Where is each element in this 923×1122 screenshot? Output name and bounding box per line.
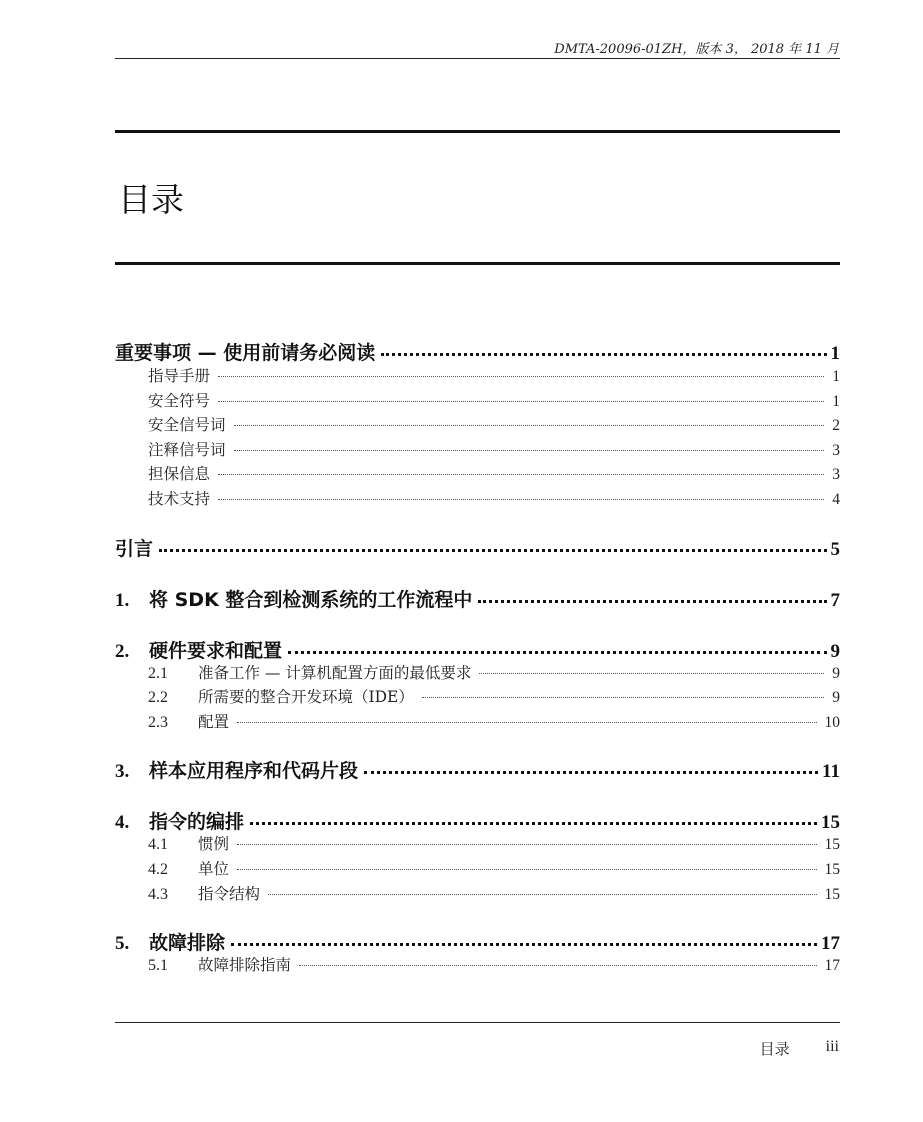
toc-page-number: 15	[824, 836, 840, 854]
toc-section-number: 4.	[115, 812, 130, 834]
toc-page-number: 11	[822, 761, 840, 783]
toc-item-title: 准备工作 — 计算机配置方面的最低要求	[198, 663, 472, 682]
toc-item-number: 5.1	[148, 957, 168, 975]
toc-page-number: 17	[821, 933, 840, 955]
toc-item-title: 指令结构	[198, 884, 261, 903]
header-rule	[115, 58, 840, 59]
toc-item[interactable]	[115, 487, 840, 512]
dot-leader	[234, 425, 825, 426]
dot-leader	[218, 401, 824, 402]
dot-leader	[288, 651, 826, 654]
dot-leader	[218, 376, 824, 377]
dot-leader	[234, 450, 825, 451]
toc-page-number: 3	[832, 441, 840, 459]
toc-item[interactable]	[115, 710, 840, 735]
dot-leader	[237, 722, 816, 723]
dot-leader	[218, 499, 824, 500]
toc-item-number: 2.3	[148, 713, 168, 731]
toc-section-number: 5.	[115, 933, 130, 955]
toc-item[interactable]	[115, 882, 840, 907]
toc-section-5[interactable]	[115, 928, 840, 953]
dot-leader	[218, 474, 824, 475]
toc-item[interactable]	[115, 364, 840, 389]
title-top-rule	[115, 130, 840, 133]
toc-item-title: 单位	[198, 859, 230, 878]
toc-item[interactable]	[115, 413, 840, 438]
toc-section-title: 引言	[115, 537, 154, 560]
toc-page-number: 9	[832, 664, 840, 682]
dot-leader	[237, 869, 816, 870]
dot-leader	[250, 822, 817, 825]
toc-item[interactable]	[115, 438, 840, 463]
toc-item-number: 4.2	[148, 860, 168, 878]
toc-item-title: 配置	[198, 712, 230, 731]
toc-item[interactable]	[115, 953, 840, 978]
dot-leader	[268, 894, 816, 895]
toc-item-title: 担保信息	[148, 465, 211, 484]
toc-item-number: 4.1	[148, 836, 168, 854]
toc-item[interactable]	[115, 661, 840, 686]
toc-section-2[interactable]	[115, 636, 840, 661]
toc-section-title: 重要事项 — 使用前请务必阅读	[115, 342, 376, 364]
footer-label: 目录	[759, 1040, 790, 1058]
toc-item[interactable]	[115, 832, 840, 857]
toc-section-title: 将 SDK 整合到检测系统的工作流程中	[149, 588, 473, 611]
toc-page-number: 15	[824, 860, 840, 878]
toc-section-intro[interactable]	[115, 534, 840, 559]
dot-leader	[237, 844, 816, 845]
page-footer	[760, 1038, 839, 1059]
toc-page-number: 3	[832, 466, 840, 484]
title-bottom-rule	[115, 262, 840, 265]
toc-item[interactable]	[115, 685, 840, 710]
dot-leader	[381, 353, 826, 356]
dot-leader	[422, 697, 824, 698]
dot-leader	[231, 943, 817, 946]
toc-section-title: 样本应用程序和代码片段	[149, 760, 359, 783]
footer-rule	[115, 1022, 840, 1023]
toc-page-number: 2	[832, 417, 840, 435]
toc-page-number: 4	[832, 490, 840, 508]
toc-item[interactable]	[115, 389, 840, 414]
toc-item-number: 2.2	[148, 689, 168, 707]
dot-leader	[159, 549, 826, 552]
toc-page-number: 1	[832, 368, 840, 385]
footer-page-number: iii	[825, 1038, 839, 1055]
toc-item-title: 安全信号词	[148, 416, 226, 435]
toc-section-3[interactable]	[115, 756, 840, 781]
toc-item-title: 故障排除指南	[198, 956, 292, 975]
toc-page-number: 9	[830, 640, 840, 662]
toc-section-number: 1.	[115, 589, 130, 611]
toc-item-number: 2.1	[148, 664, 168, 682]
document-reference: DMTA-20096-01ZH，版本 3， 2018 年 11 月	[554, 42, 839, 57]
toc-item[interactable]	[115, 857, 840, 882]
toc-item-title: 惯例	[198, 835, 230, 854]
toc-page-number: 10	[824, 713, 840, 731]
toc-section-title: 硬件要求和配置	[149, 639, 283, 662]
toc-section-number: 3.	[115, 761, 130, 783]
toc-item-title: 技术支持	[148, 489, 211, 508]
toc-page-number: 15	[824, 885, 840, 903]
toc-page-number: 7	[830, 589, 840, 611]
toc-section-1[interactable]	[115, 585, 840, 610]
dot-leader	[299, 965, 816, 966]
toc-item-title: 所需要的整合开发环境（IDE）	[198, 688, 414, 707]
toc-item[interactable]	[115, 462, 840, 487]
page-title: 目录	[118, 180, 184, 219]
toc-section-title: 故障排除	[149, 932, 226, 955]
dot-leader	[364, 771, 818, 774]
toc-section-preface[interactable]	[115, 338, 840, 363]
toc-page-number: 5	[830, 538, 840, 560]
toc-section-4[interactable]	[115, 807, 840, 832]
dot-leader	[478, 600, 826, 603]
toc-page-number: 9	[832, 689, 840, 707]
toc-page-number: 15	[821, 812, 840, 834]
table-of-contents	[115, 338, 840, 978]
toc-item-title: 安全符号	[148, 391, 211, 410]
toc-page-number: 17	[824, 957, 840, 975]
toc-page-number: 1	[830, 343, 840, 364]
toc-section-title: 指令的编排	[149, 811, 245, 834]
toc-item-title: 注释信号词	[148, 440, 226, 459]
toc-page-number: 1	[832, 392, 840, 410]
toc-item-number: 4.3	[148, 885, 168, 903]
toc-item-title: 指导手册	[148, 367, 211, 385]
toc-section-number: 2.	[115, 640, 130, 662]
dot-leader	[479, 673, 824, 674]
